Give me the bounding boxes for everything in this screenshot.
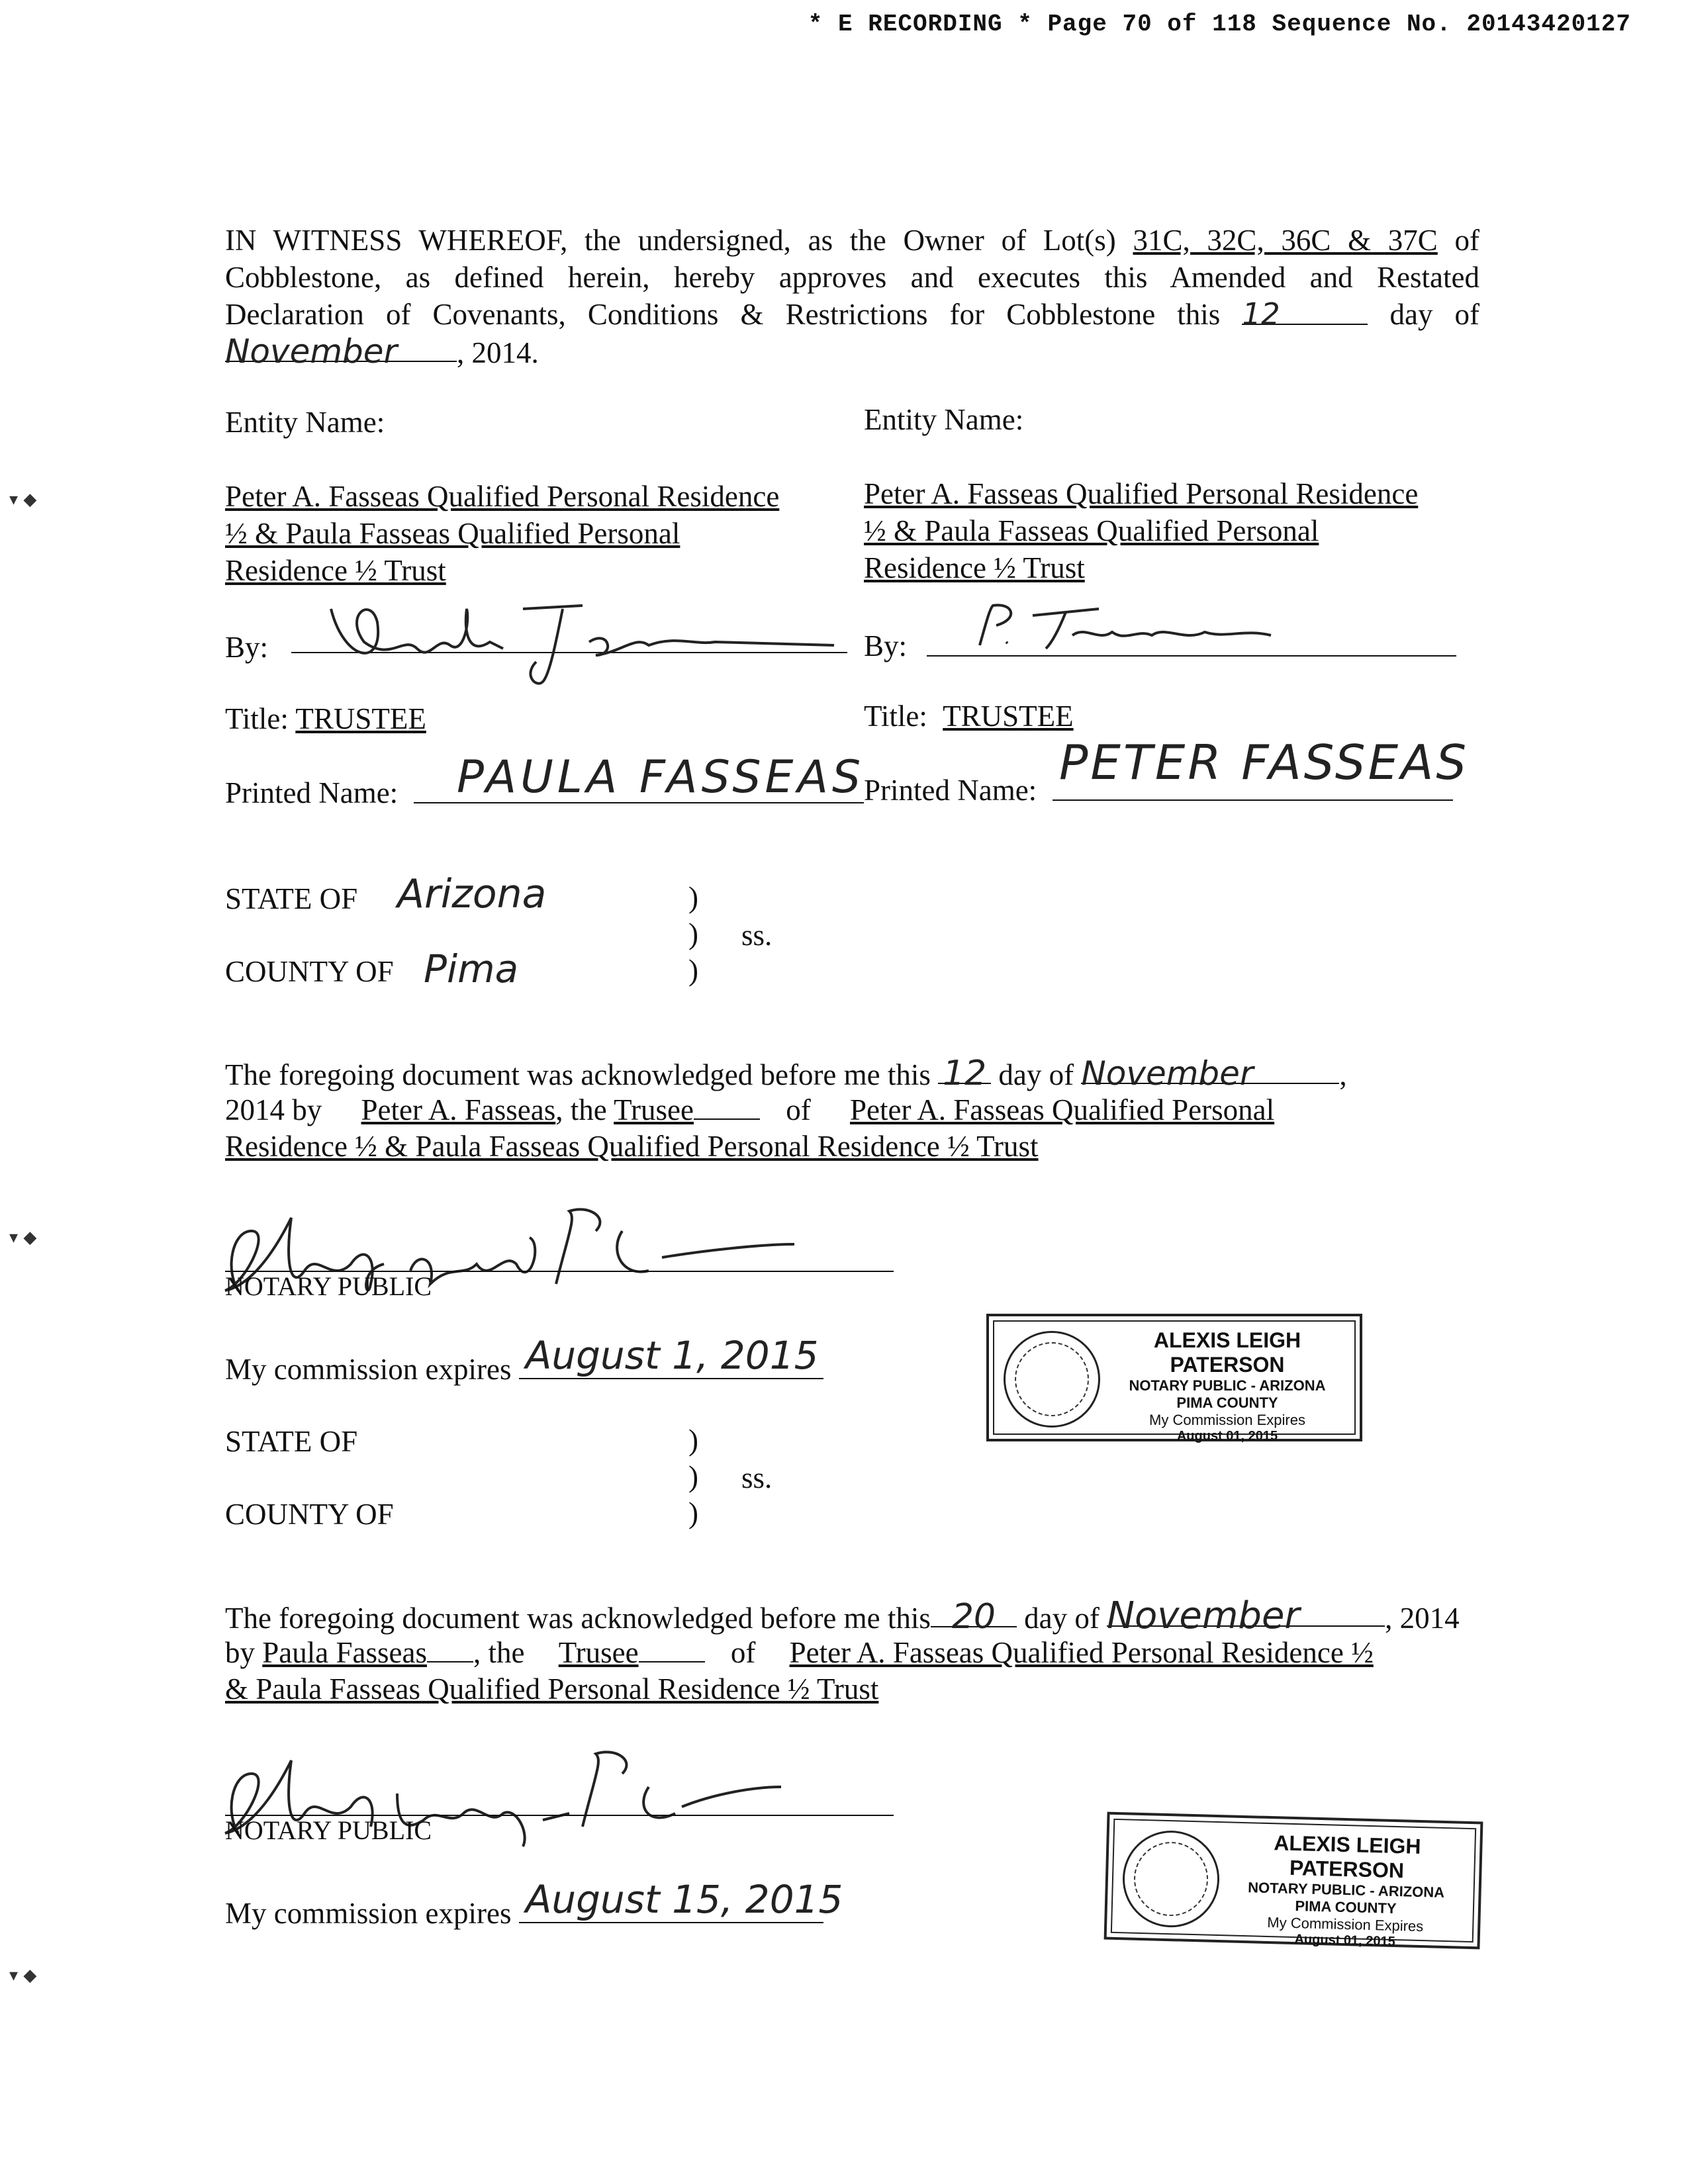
ack1-line-3: Residence ½ & Paula Fasseas Qualified Personal Residence ½ Trust <box>225 1130 1039 1163</box>
venue2-paren-1: ) <box>688 1424 698 1457</box>
recording-header: * E RECORDING * Page 70 of 118 Sequence No. 20143420127 <box>808 11 1631 38</box>
left-by-label: By: <box>225 631 269 664</box>
witness-text: day of <box>1389 298 1480 331</box>
venue2-ss: ss. <box>741 1461 773 1494</box>
right-trustee-signature <box>966 596 1311 662</box>
venue1-paren-2: ) <box>688 917 698 950</box>
ack1-text: , the <box>555 1093 607 1126</box>
witness-line-1 <box>225 222 1479 259</box>
witness-year: , 2014. <box>457 336 539 369</box>
left-title <box>225 700 426 737</box>
right-entity-name-2: ½ & Paula Fasseas Qualified Personal <box>864 514 1319 547</box>
ack2-text: day of <box>1024 1602 1100 1635</box>
ack1-month-field <box>1081 1054 1339 1093</box>
right-printed-handwritten: PETER FASSEAS <box>1059 735 1470 790</box>
witness-text: Declaration of Covenants, Conditions & Restrictions for Cobblestone this <box>225 298 1221 331</box>
binding-hole-mark-icon: ▾ ◆ <box>9 1966 37 1985</box>
stamp2-name: ALEXIS LEIGH PATERSON <box>1273 1831 1422 1883</box>
ack1-line-2 <box>225 1091 1274 1128</box>
stamp1-line3: PIMA COUNTY <box>1176 1394 1278 1411</box>
notary2-stamp-text <box>1219 1829 1473 1952</box>
arizona-seal-icon <box>1004 1331 1100 1428</box>
witness-text: IN WITNESS WHEREOF, the undersigned, as the Owner of Lot(s) <box>225 224 1116 257</box>
ack2-text: The foregoing document was acknowledged before me this <box>225 1602 931 1635</box>
binding-hole-mark-icon: ▾ ◆ <box>9 1228 37 1248</box>
notary1-stamp <box>986 1314 1362 1441</box>
right-printed-label: Printed Name: <box>864 774 1037 807</box>
right-by-label: By: <box>864 629 908 662</box>
ack1-text: The foregoing document was acknowledged before me this <box>225 1058 931 1091</box>
notary1-label: NOTARY PUBLIC <box>225 1271 432 1301</box>
stamp2-line5: August 01, 2015 <box>1294 1932 1396 1950</box>
venue1-paren-1: ) <box>688 881 698 914</box>
stamp1-name: ALEXIS LEIGH PATERSON <box>1153 1328 1301 1377</box>
venue1-state-handwritten: Arizona <box>397 871 547 917</box>
venue1-county-handwritten: Pima <box>424 946 519 991</box>
ack1-role-blank <box>694 1091 760 1120</box>
venue1-county-label: COUNTY OF <box>225 955 394 988</box>
right-entity-name-3: Residence ½ Trust <box>864 551 1085 584</box>
venue1-state-label: STATE OF <box>225 882 358 915</box>
notary1-commission-handwritten: August 1, 2015 <box>525 1333 819 1378</box>
binding-hole-mark-icon: ▾ ◆ <box>9 490 37 510</box>
right-entity-label: Entity Name: <box>864 403 1024 436</box>
ack2-line-1 <box>225 1594 1460 1637</box>
ack1-trust: Peter A. Fasseas Qualified Personal <box>850 1093 1275 1126</box>
ack1-month-handwritten: November <box>1081 1054 1254 1093</box>
witness-line-4 <box>225 333 1479 371</box>
ack2-line-2 <box>225 1633 1374 1671</box>
left-printed-handwritten: PAULA FASSEAS <box>457 751 865 803</box>
ack1-comma: , <box>1339 1058 1347 1091</box>
right-printed-line <box>1053 799 1453 801</box>
left-title-label: Title: <box>225 702 289 735</box>
notary1-stamp-text <box>1102 1328 1353 1444</box>
left-entity-name-1: Peter A. Fasseas Qualified Personal Residence <box>225 480 780 513</box>
lot-numbers: 31C, 32C, 36C & 37C <box>1133 224 1438 257</box>
notary2-commission-field <box>519 1877 843 1923</box>
ack2-name-blank <box>427 1633 473 1662</box>
left-title-value: TRUSTEE <box>295 702 426 735</box>
right-title-label: Title: <box>864 700 927 733</box>
venue2-paren-3: ) <box>688 1496 698 1529</box>
left-trustee-signature <box>305 582 847 688</box>
witness-day-handwritten: 12 <box>1242 296 1280 332</box>
ack1-text: day of <box>998 1058 1074 1091</box>
notary2-stamp <box>1104 1812 1483 1950</box>
venue2-state-label: STATE OF <box>225 1425 358 1458</box>
ack2-text: by <box>225 1636 255 1669</box>
ack2-day-field <box>931 1597 1017 1637</box>
ack1-line-1 <box>225 1055 1347 1093</box>
ack2-day-handwritten: 20 <box>951 1597 996 1637</box>
venue1-paren-3: ) <box>688 954 698 987</box>
ack2-trust: Peter A. Fasseas Qualified Personal Residence ½ <box>789 1636 1374 1669</box>
right-entity-name-1: Peter A. Fasseas Qualified Personal Residence <box>864 477 1419 510</box>
stamp2-line2: NOTARY PUBLIC - ARIZONA <box>1247 1879 1445 1901</box>
witness-month-handwritten: November <box>225 332 398 371</box>
ack2-text: , the <box>473 1636 525 1669</box>
ack2-line-3: & Paula Fasseas Qualified Personal Residence ½ Trust <box>225 1672 879 1706</box>
left-entity-name-2: ½ & Paula Fasseas Qualified Personal <box>225 517 680 550</box>
left-printed-label: Printed Name: <box>225 776 399 809</box>
notary1-commission-label: My commission expires <box>225 1353 512 1386</box>
witness-paragraph <box>225 222 1479 371</box>
ack1-day-field <box>938 1054 991 1093</box>
stamp1-line4: My Commission Expires <box>1149 1412 1305 1428</box>
notary2-commission-handwritten: August 15, 2015 <box>525 1877 843 1922</box>
venue2-county-label: COUNTY OF <box>225 1498 394 1531</box>
ack2-role: Trusee <box>558 1636 639 1669</box>
venue1-ss: ss. <box>741 919 773 952</box>
ack1-text: 2014 by <box>225 1093 322 1126</box>
ack2-name: Paula Fasseas <box>262 1636 427 1669</box>
notary1-commission <box>225 1333 823 1388</box>
right-title <box>864 698 1074 735</box>
venue2-paren-2: ) <box>688 1460 698 1493</box>
notary2-commission <box>225 1877 843 1932</box>
right-title-value: TRUSTEE <box>943 700 1074 733</box>
notary1-commission-field <box>519 1333 823 1379</box>
witness-line-2: Cobblestone, as defined herein, hereby approves and executes this Amended and Restated <box>225 261 1479 294</box>
stamp2-line4: My Commission Expires <box>1267 1913 1424 1935</box>
witness-month-field <box>225 332 457 371</box>
ack2-year: , 2014 <box>1385 1602 1460 1635</box>
stamp2-line3: PIMA COUNTY <box>1295 1897 1397 1917</box>
ack1-day-handwritten: 12 <box>943 1054 987 1093</box>
ack2-month-handwritten: November <box>1107 1594 1300 1637</box>
ack1-text: of <box>786 1093 811 1126</box>
ack2-role-blank <box>639 1633 705 1662</box>
left-entity-label: Entity Name: <box>225 406 385 439</box>
stamp1-line2: NOTARY PUBLIC - ARIZONA <box>1129 1377 1326 1394</box>
stamp1-line5: August 01, 2015 <box>1176 1429 1278 1443</box>
ack1-name: Peter A. Fasseas <box>361 1093 556 1126</box>
witness-line-3 <box>225 296 1479 333</box>
witness-day-field <box>1242 296 1368 332</box>
ack2-month-field <box>1107 1594 1385 1637</box>
witness-text: of <box>1454 224 1480 257</box>
notary2-label: NOTARY PUBLIC <box>225 1815 432 1845</box>
left-entity-name-3: Residence ½ Trust <box>225 554 446 587</box>
ack2-text: of <box>730 1636 756 1669</box>
notary2-commission-label: My commission expires <box>225 1897 512 1930</box>
ack1-role: Trusee <box>614 1093 694 1126</box>
